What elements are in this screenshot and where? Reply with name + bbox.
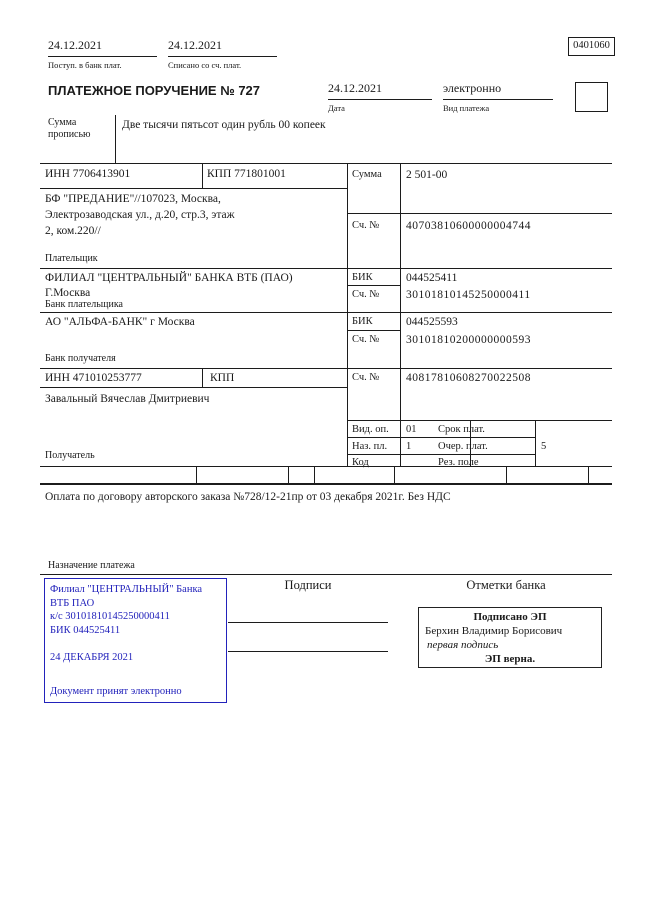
esignature-role: первая подпись	[427, 639, 499, 651]
esignature-name: Берхин Владимир Борисович	[425, 625, 563, 637]
payee-label: Получатель	[45, 450, 95, 461]
stamp-line: Филиал "ЦЕНТРАЛЬНЫЙ" Банка	[50, 584, 203, 595]
reserve-field-label: Рез. поле	[438, 457, 479, 468]
table-border	[506, 466, 507, 484]
table-border	[202, 368, 203, 387]
payer-bank-account: 30101810145250000411	[406, 289, 531, 301]
table-border	[535, 420, 536, 466]
table-border	[40, 312, 612, 313]
table-border	[347, 454, 535, 455]
form-code-box: 0401060	[568, 37, 615, 56]
payee-account-label: Сч. №	[352, 372, 380, 383]
payer-bank-account-label: Сч. №	[352, 289, 380, 300]
sum-label: Сумма	[352, 169, 382, 180]
table-border	[40, 387, 347, 388]
priority-value: 5	[541, 441, 547, 452]
debited-label: Списано со сч. плат.	[168, 60, 242, 70]
payee-bank-name: АО "АЛЬФА-БАНК" г Москва	[45, 316, 195, 328]
bank-stamp	[44, 578, 227, 703]
table-border	[400, 163, 401, 466]
payer-name-line: Электрозаводская ул., д.20, стр.3, этаж	[45, 209, 235, 221]
table-border	[40, 188, 347, 189]
payee-bank-bik-label: БИК	[352, 316, 373, 327]
purpose-code-label: Наз. пл.	[352, 441, 388, 452]
signature-line	[228, 622, 388, 623]
table-border	[347, 285, 400, 286]
esignature-title: Подписано ЭП	[473, 611, 547, 623]
amount-words-value: Две тысячи пятьсот один рубль 00 копеек	[122, 119, 326, 131]
table-border	[347, 330, 400, 331]
divider-line	[48, 56, 157, 57]
stamp-line: к/с 30101810145250000411	[50, 611, 170, 622]
stamp-date-line: 24 ДЕКАБРЯ 2021	[50, 651, 134, 663]
table-border	[314, 466, 315, 484]
table-border	[40, 368, 612, 369]
payment-purpose-text: Оплата по договору авторского заказа №728/12-21пр от 03 декабря 2021г. Без НДС	[45, 491, 451, 503]
table-border	[40, 268, 612, 269]
payment-type-label: Вид платежа	[443, 103, 490, 113]
payee-bank-account-label: Сч. №	[352, 334, 380, 345]
payee-account: 40817810608270022508	[406, 372, 531, 384]
payer-inn: ИНН 7706413901	[45, 168, 131, 180]
payer-bank-label: Банк плательщика	[45, 299, 123, 310]
table-border	[588, 466, 589, 484]
debited-date: 24.12.2021	[168, 38, 222, 52]
payer-label: Плательщик	[45, 253, 98, 264]
table-border	[347, 420, 612, 421]
purpose-code-value: 1	[406, 441, 412, 452]
payee-name: Завальный Вячеслав Дмитриевич	[45, 393, 210, 405]
table-border	[40, 466, 612, 467]
divider-line	[328, 99, 432, 100]
divider-line	[40, 574, 612, 575]
bank-marks-heading: Отметки банка	[466, 578, 546, 592]
payer-account-label: Сч. №	[352, 220, 380, 231]
signatures-heading: Подписи	[284, 578, 332, 592]
priority-label: Очер. плат.	[438, 441, 488, 452]
payee-bank-label: Банк получателя	[45, 353, 116, 364]
date-label: Дата	[328, 103, 345, 113]
payer-bank-city: Г.Москва	[45, 287, 91, 299]
stamp-line: БИК 044525411	[50, 624, 121, 636]
due-date-label: Срок плат.	[438, 424, 485, 435]
table-border	[202, 163, 203, 188]
payee-bank-bik: 044525593	[406, 316, 458, 328]
payer-bank-bik-label: БИК	[352, 272, 373, 283]
document-title: ПЛАТЕЖНОЕ ПОРУЧЕНИЕ № 727	[48, 83, 261, 98]
signature-line	[228, 651, 388, 652]
status-checkbox	[575, 82, 608, 112]
received-in-bank-date: 24.12.2021	[48, 38, 102, 52]
divider-line	[443, 99, 553, 100]
table-border	[394, 466, 395, 484]
payment-type-value: электронно	[443, 81, 502, 95]
payer-bank-bik: 044525411	[406, 272, 458, 284]
table-border	[288, 466, 289, 484]
table-border	[196, 466, 197, 484]
divider-line	[115, 115, 116, 163]
op-type-value: 01	[406, 424, 417, 435]
stamp-line: ВТБ ПАО	[50, 597, 95, 609]
table-border	[40, 163, 612, 164]
esignature-verified: ЭП верна.	[484, 653, 536, 665]
table-border	[347, 437, 535, 438]
payment-purpose-label: Назначение платежа	[48, 560, 135, 571]
esignature-box	[418, 607, 602, 668]
payer-account-number: 40703810600000004744	[406, 220, 531, 232]
table-border	[347, 163, 348, 466]
sum-value: 2 501-00	[406, 169, 448, 181]
amount-words-label: Сумма прописью	[48, 117, 91, 140]
table-border	[347, 213, 612, 214]
payee-kpp-label: КПП	[210, 372, 235, 384]
divider-line	[168, 56, 277, 57]
payer-kpp: КПП 771801001	[207, 168, 286, 180]
code-label: Код	[352, 457, 369, 468]
op-type-label: Вид. оп.	[352, 424, 389, 435]
stamp-footer-line: Документ принят электронно	[50, 685, 182, 697]
payee-bank-account: 30101810200000000593	[406, 334, 531, 346]
table-border	[40, 483, 612, 485]
payee-inn: ИНН 471010253777	[45, 372, 142, 384]
document-date: 24.12.2021	[328, 81, 382, 95]
stamp-line	[50, 637, 221, 651]
payer-name-line: БФ "ПРЕДАНИЕ"//107023, Москва,	[45, 193, 221, 205]
payer-bank-name: ФИЛИАЛ "ЦЕНТРАЛЬНЫЙ" БАНКА ВТБ (ПАО)	[45, 272, 293, 284]
received-in-bank-label: Поступ. в банк плат.	[48, 60, 122, 70]
payer-name-line: 2, ком.220//	[45, 225, 101, 237]
